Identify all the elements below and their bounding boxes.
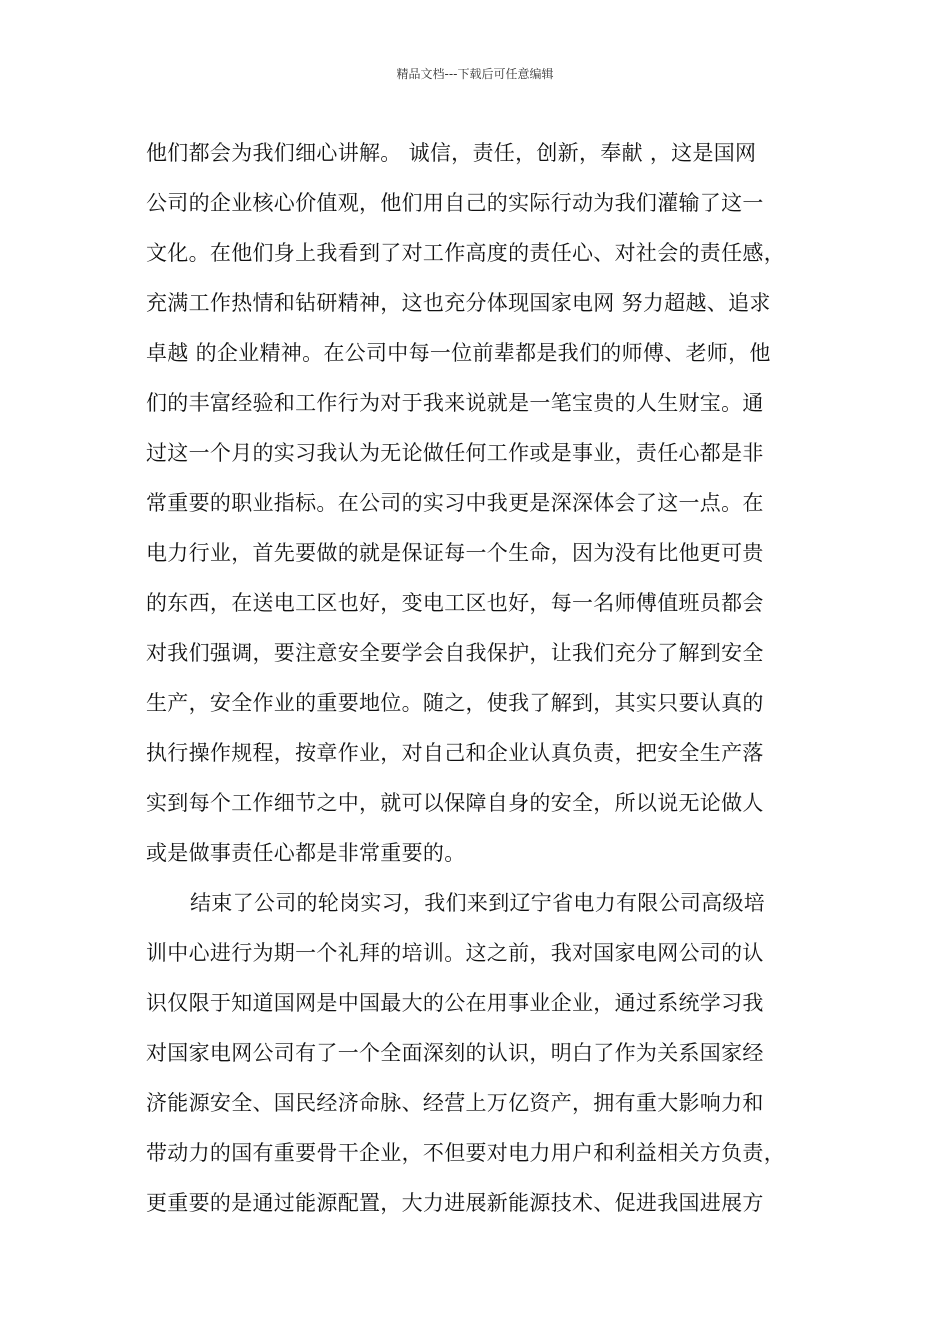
- text-line: 公司的企业核心价值观，他们用自己的实际行动为我们灌输了这一: [146, 191, 764, 215]
- paragraph-2: [146, 878, 826, 1228]
- text-line: 常重要的职业指标。在公司的实习中我更是深深体会了这一点。在: [146, 491, 764, 515]
- text-line: 充满工作热情和钻研精神，这也充分体现国家电网 努力超越、追求: [146, 291, 771, 315]
- document-body: [146, 128, 826, 1228]
- text-line: 文化。在他们身上我看到了对工作高度的责任心、对社会的责任感，: [146, 241, 785, 265]
- text-line: 卓越 的企业精神。在公司中每一位前辈都是我们的师傅、老师，他: [146, 341, 771, 365]
- text-line: 实到每个工作细节之中，就可以保障自身的安全，所以说无论做人: [146, 791, 764, 815]
- text-line: 生产，安全作业的重要地位。随之，使我了解到，其实只要认真的: [146, 691, 764, 715]
- text-line: 识仅限于知道国网是中国最大的公在用事业企业，通过系统学习我: [146, 991, 764, 1015]
- page-header: 精品文档---下载后可任意编辑: [396, 67, 554, 81]
- text-line: 带动力的国有重要骨干企业，不但要对电力用户和利益相关方负责，: [146, 1141, 785, 1165]
- text-line: 他们都会为我们细心讲解。 诚信，责任，创新，奉献 ，这是国网: [146, 141, 757, 165]
- text-line: 结束了公司的轮岗实习，我们来到辽宁省电力有限公司高级培: [190, 891, 766, 915]
- text-line: 对我们强调，要注意安全要学会自我保护，让我们充分了解到安全: [146, 641, 764, 665]
- text-line: 执行操作规程，按章作业，对自己和企业认真负责，把安全生产落: [146, 741, 764, 765]
- text-line: 电力行业，首先要做的就是保证每一个生命，因为没有比他更可贵: [146, 541, 764, 565]
- text-line: 们的丰富经验和工作行为对于我来说就是一笔宝贵的人生财宝。通: [146, 391, 764, 415]
- text-line: 训中心进行为期一个礼拜的培训。这之前，我对国家电网公司的认: [146, 941, 764, 965]
- text-line: 更重要的是通过能源配置，大力进展新能源技术、促进我国进展方: [146, 1191, 764, 1215]
- paragraph-1: [146, 128, 826, 878]
- text-line: 过这一个月的实习我认为无论做任何工作或是事业，责任心都是非: [146, 441, 764, 465]
- text-line: 对国家电网公司有了一个全面深刻的认识，明白了作为关系国家经: [146, 1041, 764, 1065]
- text-line: 的东西，在送电工区也好，变电工区也好，每一名师傅值班员都会: [146, 591, 764, 615]
- text-line: 或是做事责任心都是非常重要的。: [146, 841, 466, 865]
- text-line: 济能源安全、国民经济命脉、经营上万亿资产，拥有重大影响力和: [146, 1091, 764, 1115]
